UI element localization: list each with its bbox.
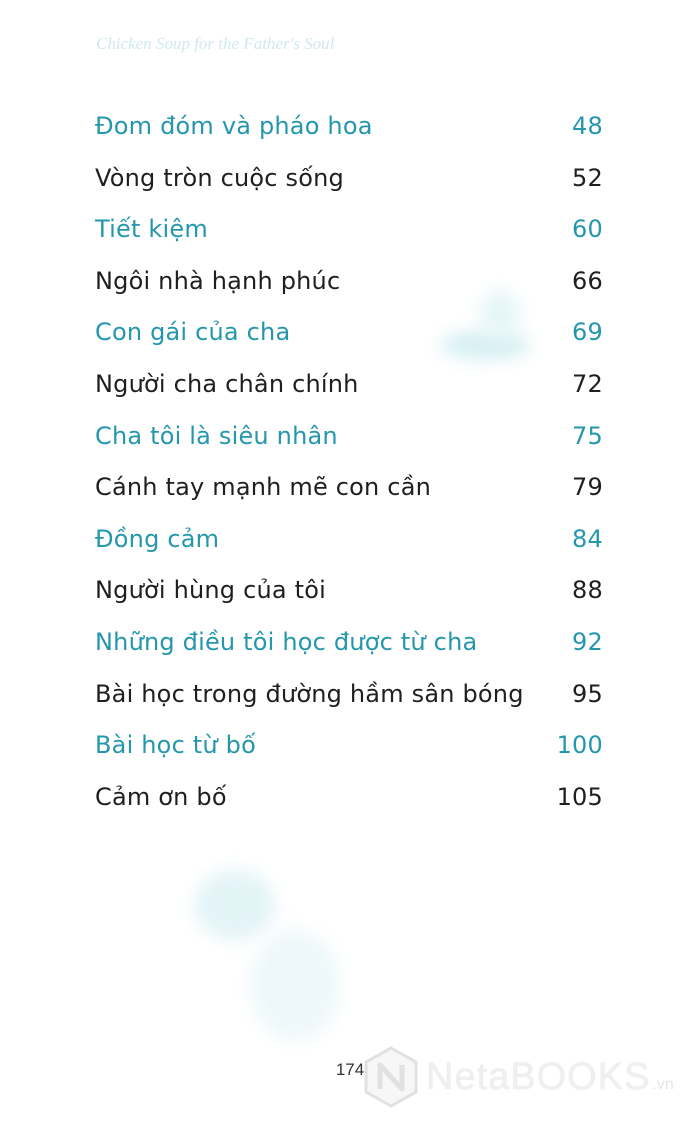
toc-entry-page: 75: [572, 421, 603, 450]
page-number: 174: [335, 1060, 365, 1079]
toc-entry[interactable]: [95, 422, 603, 474]
toc-entry[interactable]: [95, 576, 603, 628]
toc-entry-title: Bài học trong đường hầm sân bóng: [95, 679, 524, 708]
toc-entry-page: 100: [556, 731, 603, 760]
watermark-suffix: .vn: [652, 1076, 674, 1093]
toc-entry-page: 79: [572, 473, 603, 502]
toc-entry-page: 72: [572, 369, 603, 398]
toc-entry[interactable]: [95, 267, 603, 319]
toc-entry-page: 84: [572, 524, 603, 553]
hexagon-n-logo-icon: [362, 1045, 420, 1109]
toc-entry-page: 92: [572, 627, 603, 656]
toc-entry[interactable]: [95, 731, 603, 783]
toc-entry[interactable]: [95, 473, 603, 525]
toc-entry-page: 52: [572, 163, 603, 192]
toc-entry[interactable]: [95, 628, 603, 680]
background-smudge: [195, 870, 275, 940]
toc-entry[interactable]: [95, 525, 603, 577]
toc-entry[interactable]: [95, 112, 603, 164]
toc-entry-page: 60: [572, 215, 603, 244]
toc-entry[interactable]: [95, 783, 603, 835]
toc-entry-title: Ngôi nhà hạnh phúc: [95, 266, 341, 295]
toc-entry-title: Người hùng của tôi: [95, 576, 326, 605]
toc-entry-title: Con gái của cha: [95, 318, 291, 347]
toc-entry-title: Đom đóm và pháo hoa: [95, 112, 373, 140]
toc-entry[interactable]: [95, 164, 603, 216]
toc-entry-title: Cha tôi là siêu nhân: [95, 421, 338, 450]
toc-entry[interactable]: [95, 370, 603, 422]
toc-entry-title: Những điều tôi học được từ cha: [95, 627, 478, 656]
toc-entry[interactable]: [95, 680, 603, 732]
toc-entry[interactable]: [95, 215, 603, 267]
toc-entry-title: Cảm ơn bố: [95, 782, 227, 811]
toc-entry[interactable]: [95, 318, 603, 370]
toc-entry-title: Tiết kiệm: [95, 215, 208, 244]
toc-entry-page: 105: [556, 782, 603, 811]
toc-entry-title: Cánh tay mạnh mẽ con cần: [95, 473, 432, 502]
toc-entry-page: 69: [572, 318, 603, 347]
toc-entry-page: 95: [572, 679, 603, 708]
toc-entry-page: 88: [572, 576, 603, 605]
watermark-text: NetaBOOKS: [426, 1055, 651, 1098]
toc-entry-page: 66: [572, 266, 603, 295]
toc-entry-title: Vòng tròn cuộc sống: [95, 163, 344, 192]
background-smudge: [250, 930, 340, 1040]
toc-entry-page: 48: [572, 112, 603, 140]
toc-entry-title: Đồng cảm: [95, 524, 220, 553]
running-head: Chicken Soup for the Father's Soul: [96, 34, 335, 53]
toc-entry-title: Người cha chân chính: [95, 369, 359, 398]
toc-entry-title: Bài học từ bố: [95, 731, 256, 760]
watermark: [362, 1045, 674, 1109]
table-of-contents: [95, 112, 603, 834]
